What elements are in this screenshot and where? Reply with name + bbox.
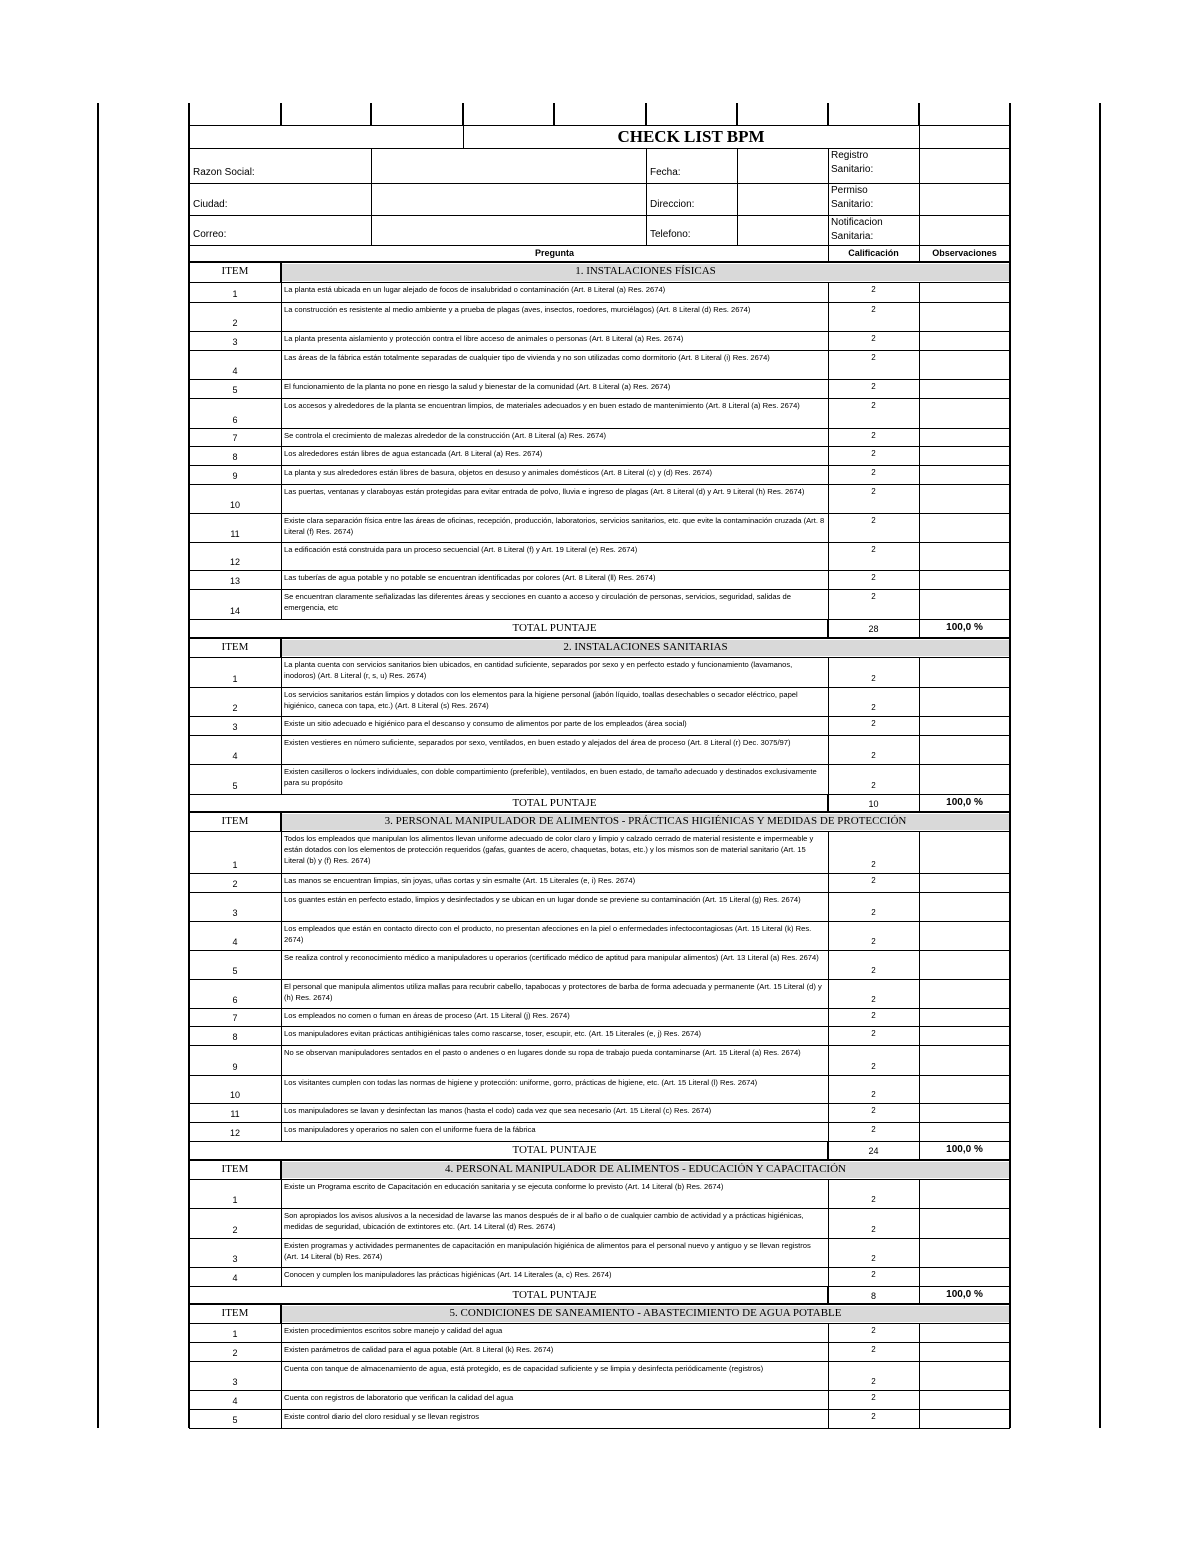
total-label: TOTAL PUNTAJE (512, 622, 597, 634)
question-text: No se observan manipuladores sentados en el pasto o andenes o en lugares donde su ropa de trabajo pueda contaminarse (Art. 15 Literal (a) Res. 2674) (284, 1048, 801, 1057)
grid-line (280, 262, 282, 282)
section-title: 3. PERSONAL MANIPULADOR DE ALIMENTOS - PRÁCTICAS HIGIÉNICAS Y MEDIDAS DE PROTECCIÓN (384, 815, 907, 827)
grid-line (371, 148, 372, 183)
grid-line (188, 103, 190, 125)
question-text: Las tuberías de agua potable y no potable se encuentran identificadas por colores (Art. 8 Literal (ll) Res. 2674) (284, 573, 656, 582)
grid-line (97, 125, 99, 1428)
question-text: Los empleados que están en contacto directo con el producto, no presentan afecciones en la piel o enfermedades infectocontagiosas (Art. 15 Literal (k) Res. 2674) (284, 924, 812, 944)
item-number: 3 (232, 908, 238, 918)
item-number: 3 (232, 722, 238, 732)
grid-line (189, 1342, 1010, 1343)
grid-line (280, 812, 282, 831)
question-text: La planta está ubicada en un lugar alejado de focos de insalubridad o contaminación (Art. 8 Literal (a) Res. 2674) (284, 285, 666, 294)
question-text: Todos los empleados que manipulan los alimentos llevan uniforme adecuado de color claro y limpio y calzado cerrado de material resistente e impermeable y están dotados con los elementos de protección requeridos (gafas, guantes de acero, chaquetas, botas, etc.) y los mismos son de material sanitario (Art. 15 Literal (b) y (f) Res. 2674) (284, 834, 814, 865)
question-text: Existen procedimientos escritos sobre manejo y calidad del agua (284, 1326, 503, 1335)
grid-line (371, 215, 372, 245)
section-title: 4. PERSONAL MANIPULADOR DE ALIMENTOS - EDUCACIÓN Y CAPACITACIÓN (445, 1163, 846, 1175)
score-value: 2 (871, 751, 876, 760)
grid-line (189, 1238, 1010, 1239)
registro-sanitario-label: Registro (831, 150, 869, 161)
item-number: 9 (232, 1062, 238, 1072)
grid-line (189, 465, 1010, 466)
notificacion-sanitaria-label-2: Sanitaria: (831, 231, 874, 242)
grid-line (97, 103, 99, 125)
question-text: Se controla el crecimiento de malezas alrededor de la construcción (Art. 8 Literal (a) Res. 2674) (284, 431, 607, 440)
question-text: Se encuentran claramente señalizadas las diferentes áreas y secciones en cuanto a acceso y circulación de personas, servicios, seguridad, salidas de emergencia, etc (284, 592, 791, 612)
grid-line (189, 542, 1010, 543)
calificacion-header: Calificación (848, 248, 899, 258)
grid-line (189, 764, 1010, 765)
total-label: TOTAL PUNTAJE (512, 797, 597, 809)
score-value: 2 (871, 545, 876, 554)
item-number: 1 (232, 1329, 238, 1339)
section-title: 5. CONDICIONES DE SANEAMIENTO - ABASTECIMIENTO DE AGUA POTABLE (449, 1307, 842, 1319)
grid-line (189, 331, 1010, 332)
question-text: Las manos se encuentran limpias, sin joyas, uñas cortas y sin esmalte (Art. 15 Literales (e, i) Res. 2674) (284, 876, 636, 885)
item-header: ITEM (221, 815, 249, 827)
item-number: 8 (232, 1032, 238, 1042)
score-value: 2 (871, 431, 876, 440)
item-number: 12 (229, 1128, 240, 1138)
grid-line (828, 215, 829, 245)
item-number: 10 (229, 1090, 240, 1100)
grid-line (646, 148, 647, 183)
item-number: 1 (232, 860, 238, 870)
grid-line (189, 302, 1010, 303)
item-number: 2 (232, 703, 238, 713)
question-text: Cuenta con tanque de almacenamiento de agua, está protegido, es de capacidad suficiente y se limpia y desinfecta periódicamente (registros) (284, 1364, 764, 1373)
question-text: Los servicios sanitarios están limpios y dotados con los elementos para la higiene personal (jabón líquido, toallas desechables o secador eléctrico, papel higiénico, caneca con tapa, etc.) (Art. 8 Literal (s) Res. 2674) (284, 690, 798, 710)
grid-line (189, 1390, 1010, 1391)
question-text: Los guantes están en perfecto estado, limpios y desinfectados y se ubican en un lugar donde se previene su contaminación (Art. 15 Literal (g) Res. 2674) (284, 895, 801, 904)
grid-line (189, 282, 1010, 283)
grid-line (1099, 103, 1101, 125)
score-value: 2 (871, 995, 876, 1004)
grid-line (189, 1122, 1010, 1123)
score-value: 2 (871, 860, 876, 869)
item-number: 2 (232, 1225, 238, 1235)
question-text: Existe un sitio adecuado e higiénico para el descanso y consumo de alimentos por parte de los empleados (área social) (284, 719, 687, 728)
question-text: Existen casilleros o lockers individuales, con doble compartimiento (preferible), ventilados, en buen estado, de tamaño adecuado y destinados exclusivamente para su propósito (284, 767, 817, 787)
ciudad-label: Ciudad: (193, 199, 228, 210)
item-number: 3 (232, 337, 238, 347)
grid-line (189, 148, 1010, 149)
question-text: La construcción es resistente al medio ambiente y a prueba de plagas (aves, insectos, roedores, murciélagos) (Art. 8 Literal (d) Res. 2674) (284, 305, 751, 314)
question-text: El personal que manipula alimentos utiliza mallas para recubrir cabello, tapabocas y protectores de barba de forma adecuada y permanente (Art. 15 Literal (d) y (h) Res. 2674) (284, 982, 822, 1002)
item-number: 13 (229, 576, 240, 586)
grid-line (189, 794, 1010, 795)
grid-line (188, 125, 190, 1428)
score-value: 2 (871, 449, 876, 458)
grid-line (189, 1323, 1010, 1324)
grid-line (189, 589, 1010, 590)
score-value: 2 (871, 937, 876, 946)
grid-line (189, 398, 1010, 399)
score-value: 2 (871, 305, 876, 314)
score-value: 2 (871, 1377, 876, 1386)
question-text: La planta cuenta con servicios sanitarios bien ubicados, en cantidad suficiente, separados por sexo y en perfecto estado y funcionamiento (lavamanos, inodoros) (Art. 8 Literal (r, s, u) Res. 2674) (284, 660, 793, 680)
grid-line (280, 103, 282, 125)
grid-line (189, 1428, 1010, 1429)
score-value: 2 (871, 1412, 876, 1421)
score-value: 2 (871, 592, 876, 601)
question-text: La planta presenta aislamiento y protección contra el libre acceso de animales o personas (Art. 8 Literal (a) Res. 2674) (284, 334, 684, 343)
item-header: ITEM (221, 1307, 249, 1319)
item-number: 4 (232, 937, 238, 947)
grid-line (736, 103, 738, 125)
question-text: La edificación está construida para un proceso secuencial (Art. 8 Literal (f) y Art. 19 Literal (e) Res. 2674) (284, 545, 638, 554)
grid-line (189, 1286, 1010, 1287)
item-number: 5 (232, 1415, 238, 1425)
item-number: 6 (232, 995, 238, 1005)
grid-line (189, 811, 1010, 813)
grid-line (828, 183, 829, 215)
total-percent: 100,0 % (946, 1144, 983, 1155)
item-header: ITEM (221, 641, 249, 653)
notificacion-sanitaria-label: Notificacion (831, 217, 883, 228)
total-label: TOTAL PUNTAJE (512, 1289, 597, 1301)
score-value: 2 (871, 1326, 876, 1335)
score-value: 2 (871, 468, 876, 477)
grid-line (1099, 125, 1101, 1428)
item-number: 3 (232, 1377, 238, 1387)
grid-line (189, 735, 1010, 736)
grid-line (189, 1026, 1010, 1027)
item-number: 12 (229, 557, 240, 567)
score-value: 2 (871, 382, 876, 391)
section-title: 2. INSTALACIONES SANITARIAS (563, 641, 728, 653)
item-number: 4 (232, 366, 238, 376)
question-text: Los manipuladores y operarios no salen con el uniforme fuera de la fábrica (284, 1125, 536, 1134)
grid-line (828, 148, 829, 183)
grid-line (189, 831, 1010, 832)
grid-line (1009, 125, 1011, 1428)
item-number: 6 (232, 415, 238, 425)
score-value: 2 (871, 401, 876, 410)
total-percent: 100,0 % (946, 797, 983, 808)
score-value: 2 (871, 703, 876, 712)
section-title: 1. INSTALACIONES FÍSICAS (575, 265, 716, 277)
item-number: 2 (232, 318, 238, 328)
item-number: 5 (232, 385, 238, 395)
razon-social-label: Razon Social: (193, 167, 255, 178)
telefono-label: Telefono: (650, 229, 691, 240)
score-value: 2 (871, 908, 876, 917)
grid-line (280, 1160, 282, 1179)
grid-line (189, 619, 1010, 620)
grid-line (189, 1008, 1010, 1009)
grid-line (189, 1045, 1010, 1046)
grid-line (189, 637, 1010, 639)
grid-line (737, 215, 738, 245)
grid-line (189, 484, 1010, 485)
grid-line (189, 513, 1010, 514)
item-number: 1 (232, 674, 238, 684)
question-text: Los accesos y alrededores de la planta se encuentran limpios, de materiales adecuados y en buen estado de mantenimiento (Art. 8 Literal (a) Res. 2674) (284, 401, 800, 410)
question-text: Se realiza control y reconocimiento médico a manipuladores u operarios (certificado médico de aptitud para manipular alimentos) (Art. 13 Literal (a) Res. 2674) (284, 953, 819, 962)
item-number: 11 (230, 529, 240, 539)
question-text: Existe clara separación física entre las áreas de oficinas, recepción, producción, laboratorios, servicios sanitarios, etc. que evite la contaminación cruzada (Art. 8 Literal (f) Res. 2674) (284, 516, 825, 536)
grid-line (189, 1361, 1010, 1362)
score-value: 2 (871, 1029, 876, 1038)
grid-line (280, 638, 282, 657)
item-number: 11 (230, 1109, 240, 1119)
grid-line (645, 103, 647, 125)
grid-line (189, 892, 1010, 893)
question-text: Las áreas de la fábrica están totalmente separadas de cualquier tipo de vivienda y no son utilizadas como dormitorio (Art. 8 Literal (i) Res. 2674) (284, 353, 770, 362)
item-header: ITEM (221, 265, 249, 277)
question-text: Los visitantes cumplen con todas las normas de higiene y protección: uniforme, gorro, prácticas de higiene, etc. (Art. 15 Literal (l) Res. 2674) (284, 1078, 758, 1087)
grid-line (827, 103, 829, 125)
grid-line (646, 183, 647, 215)
grid-line (189, 687, 1010, 688)
item-number: 4 (232, 1273, 238, 1283)
score-value: 2 (871, 285, 876, 294)
item-number: 5 (232, 781, 238, 791)
grid-line (462, 103, 464, 125)
question-text: Existen vestieres en número suficiente, separados por sexo, ventilados, en buen estado y alejados del área de proceso (Art. 8 Literal (r) Dec. 3075/97) (284, 738, 791, 747)
score-value: 2 (871, 1106, 876, 1115)
question-text: Existe control diario del cloro residual y se llevan registros (284, 1412, 479, 1421)
page-title: CHECK LIST BPM (617, 127, 765, 146)
question-text: Los manipuladores se lavan y desinfectan las manos (hasta el codo) cada vez que sea necesario (Art. 15 Literal (c) Res. 2674) (284, 1106, 712, 1115)
item-number: 14 (229, 606, 240, 616)
item-number: 8 (232, 452, 238, 462)
grid-line (189, 921, 1010, 922)
question-text: Cuenta con registros de laboratorio que verifican la calidad del agua (284, 1393, 514, 1402)
score-value: 2 (871, 1090, 876, 1099)
question-text: Las puertas, ventanas y claraboyas están protegidas para evitar entrada de polvo, lluvia e ingreso de plagas (Art. 8 Literal (d) y Art. 9 Literal (h) Res. 2674) (284, 487, 805, 496)
score-value: 2 (871, 353, 876, 362)
grid-line (189, 379, 1010, 380)
item-number: 2 (232, 1348, 238, 1358)
item-number: 4 (232, 751, 238, 761)
grid-line (370, 103, 372, 125)
grid-line (189, 1409, 1010, 1410)
question-text: Los empleados no comen o fuman en áreas de proceso (Art. 15 Literal (j) Res. 2674) (284, 1011, 570, 1020)
fecha-label: Fecha: (650, 167, 681, 178)
question-text: Existe un Programa escrito de Capacitación en educación sanitaria y se ejecuta conforme lo previsto (Art. 14 Literal (b) Res. 2674) (284, 1182, 724, 1191)
grid-line (189, 570, 1010, 571)
grid-line (189, 950, 1010, 951)
question-text: El funcionamiento de la planta no pone en riesgo la salud y bienestar de la comunidad (Art. 8 Literal (a) Res. 2674) (284, 382, 671, 391)
score-value: 2 (871, 573, 876, 582)
grid-line (371, 183, 372, 215)
question-text: Conocen y cumplen los manipuladores las prácticas higiénicas (Art. 14 Literales (a, c) Res. 2674) (284, 1270, 612, 1279)
grid-line (189, 1179, 1010, 1180)
item-number: 1 (232, 289, 238, 299)
grid-line (919, 215, 920, 245)
grid-line (189, 1159, 1010, 1161)
score-value: 2 (871, 719, 876, 728)
grid-line (280, 1304, 282, 1323)
score-value: 2 (871, 1393, 876, 1402)
grid-line (189, 1103, 1010, 1104)
grid-line (189, 1303, 1010, 1305)
direccion-label: Direccion: (650, 199, 695, 210)
grid-line (189, 350, 1010, 351)
item-number: 4 (232, 1396, 238, 1406)
total-label: TOTAL PUNTAJE (512, 1144, 597, 1156)
item-header: ITEM (221, 1163, 249, 1175)
score-value: 2 (871, 334, 876, 343)
grid-line (919, 148, 920, 183)
permiso-sanitario-label: Permiso (831, 185, 868, 196)
total-percent: 100,0 % (946, 622, 983, 633)
grid-line (189, 979, 1010, 980)
grid-line (189, 261, 1010, 263)
item-number: 9 (232, 471, 238, 481)
score-value: 2 (871, 876, 876, 885)
question-text: Los manipuladores evitan prácticas antihigiénicas tales como rascarse, toser, escupir, etc. (Art. 15 Literales (e, j) Res. 2674) (284, 1029, 702, 1038)
question-text: Los alrededores están libres de agua estancada (Art. 8 Literal (a) Res. 2674) (284, 449, 543, 458)
question-text: Existen parámetros de calidad para el agua potable (Art. 8 Literal (k) Res. 2674) (284, 1345, 554, 1354)
question-text: Son apropiados los avisos alusivos a la necesidad de lavarse las manos después de ir al baño o de cualquier cambio de actividad y a prácticas higiénicas, medidas de seguridad, ubicación de extintores etc. (Art. 14 Literal (d) Res. 2674) (284, 1211, 804, 1231)
grid-line (189, 245, 1010, 246)
score-value: 2 (871, 1125, 876, 1134)
grid-line (189, 1075, 1010, 1076)
grid-line (189, 1141, 1010, 1142)
observaciones-header: Observaciones (932, 248, 997, 258)
item-number: 1 (232, 1195, 238, 1205)
question-text: La planta y sus alrededores están libres de basura, objetos en desuso y animales domésticos (Art. 8 Literal (c) y (d) Res. 2674) (284, 468, 712, 477)
score-value: 2 (871, 516, 876, 525)
total-score: 10 (868, 799, 879, 809)
grid-line (189, 446, 1010, 447)
score-value: 2 (871, 1011, 876, 1020)
pregunta-header: Pregunta (534, 248, 574, 258)
question-text: Existen programas y actividades permanentes de capacitación en manipulación higiénica de alimentos para el personal nuevo y antiguo y se llevan registros (Art. 14 Literal (b) Res. 2674) (284, 1241, 811, 1261)
permiso-sanitario-label-2: Sanitario: (831, 199, 874, 210)
grid-line (189, 873, 1010, 874)
grid-line (189, 125, 1010, 126)
score-value: 2 (871, 1225, 876, 1234)
grid-line (189, 183, 1010, 184)
grid-line (553, 103, 555, 125)
score-value: 2 (871, 674, 876, 683)
item-number: 2 (232, 879, 238, 889)
item-number: 7 (232, 1013, 238, 1023)
grid-line (189, 716, 1010, 717)
score-value: 2 (871, 1254, 876, 1263)
grid-line (1009, 103, 1011, 125)
item-number: 10 (229, 500, 240, 510)
total-percent: 100,0 % (946, 1289, 983, 1300)
grid-line (189, 1208, 1010, 1209)
grid-line (189, 428, 1010, 429)
total-score: 8 (870, 1291, 876, 1301)
score-value: 2 (871, 1345, 876, 1354)
item-number: 5 (232, 966, 238, 976)
grid-line (646, 215, 647, 245)
grid-line (737, 148, 738, 183)
total-score: 24 (868, 1146, 879, 1156)
score-value: 2 (871, 487, 876, 496)
grid-line (918, 103, 920, 125)
score-value: 2 (871, 1195, 876, 1204)
grid-line (919, 183, 920, 215)
score-value: 2 (871, 1062, 876, 1071)
registro-sanitario-label-2: Sanitario: (831, 164, 874, 175)
score-value: 2 (871, 966, 876, 975)
grid-line (737, 183, 738, 215)
total-score: 28 (868, 624, 879, 634)
grid-line (189, 1267, 1010, 1268)
grid-line (189, 657, 1010, 658)
score-value: 2 (871, 1270, 876, 1279)
correo-label: Correo: (193, 229, 227, 240)
grid-line (189, 215, 1010, 216)
item-number: 3 (232, 1254, 238, 1264)
score-value: 2 (871, 781, 876, 790)
item-number: 7 (232, 433, 238, 443)
